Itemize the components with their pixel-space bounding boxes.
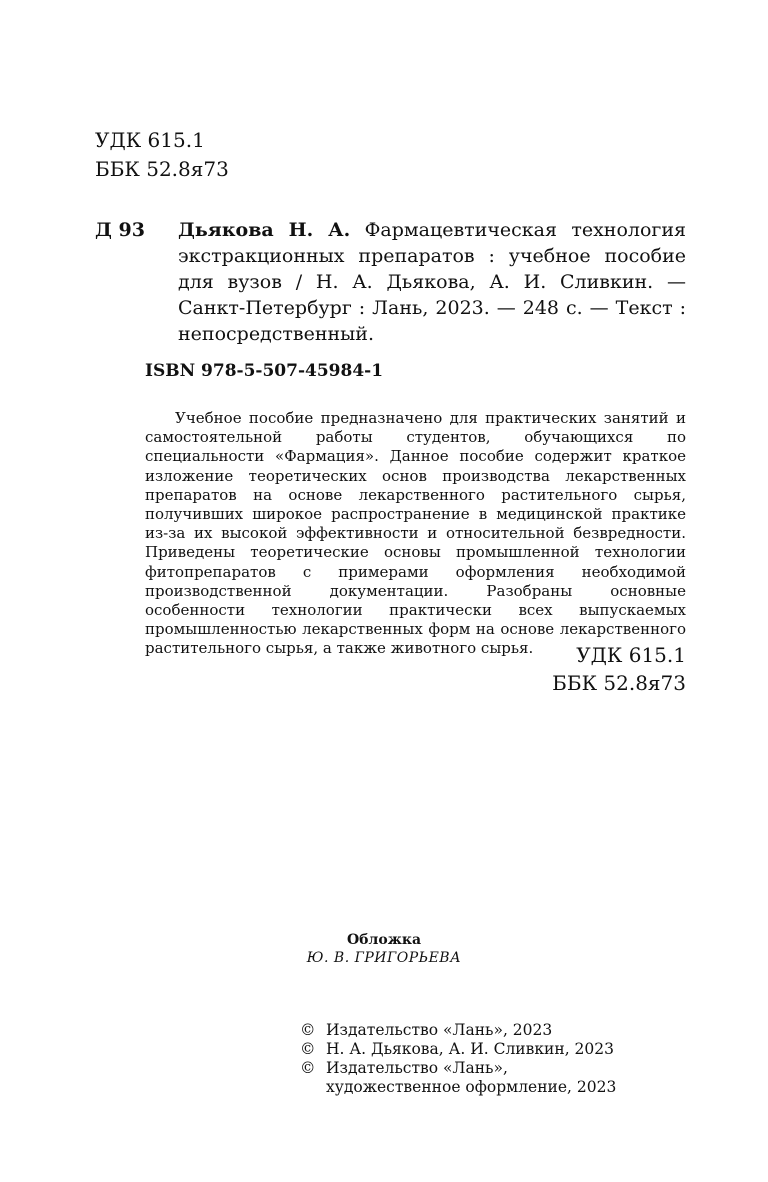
entry-description: Фармацевтическая технология экстракционных препаратов : учебное пособие для вузов / Н. А. Дьякова, А. И. Сливкин. — Санкт-Петербург : Лань, 2023. — 248 с. — Текст : непосредственный. (178, 219, 687, 345)
footer-classification (552, 641, 686, 697)
cover-title: Обложка (346, 932, 422, 948)
annotation: Учебное пособие предназначено для практических занятий и самостоятельной работы студентов, обучающихся по специальности «Фармация». Данное пособие содержит краткое изложение теоретических основ производства лекарственных препаратов на основе лекарственного растительного сырья, получивших широкое распространение в медицинской практике из-за их высокой эффективности и относительной безвредности. Приведены теоретические основы промышленной технологии фитопрепаратов с примерами оформления необходимой производственной документации. Разобраны основные особенности технологии практически всех выпускаемых промышленностью лекарственных форм на основе лекарственного растительного сырья, а также животного сырья. (145, 409, 686, 658)
author-mark: Д 93 (95, 219, 145, 241)
entry-author: Дьякова Н. А. (178, 219, 351, 241)
copyright-text: Н. А. Дьякова, А. И. Сливкин, 2023 (326, 1040, 614, 1058)
udk-code: УДК 615.1 (95, 128, 205, 152)
copyright-symbol: © (300, 1021, 316, 1039)
bbk-code: ББК 52.8я73 (95, 157, 229, 181)
bbk-code-bottom: ББК 52.8я73 (552, 671, 686, 695)
copyright-line (300, 1021, 616, 1040)
copyright-symbol: © (300, 1059, 316, 1077)
copyright-text: Издательство «Лань», (326, 1059, 508, 1077)
cover-designer: Ю. В. ГРИГОРЬЕВА (306, 950, 462, 966)
copyright-block (300, 1021, 616, 1097)
copyright-line (300, 1059, 616, 1078)
copyright-line (300, 1040, 616, 1059)
copyright-symbol: © (300, 1040, 316, 1058)
copyright-text-continued: художественное оформление, 2023 (326, 1078, 617, 1096)
header-classification (95, 126, 229, 184)
bibliographic-entry (178, 217, 686, 347)
cover-credit (0, 931, 768, 967)
copyright-text: Издательство «Лань», 2023 (326, 1021, 553, 1039)
isbn: ISBN 978-5-507-45984-1 (145, 361, 384, 381)
udk-code-bottom: УДК 615.1 (576, 643, 686, 667)
